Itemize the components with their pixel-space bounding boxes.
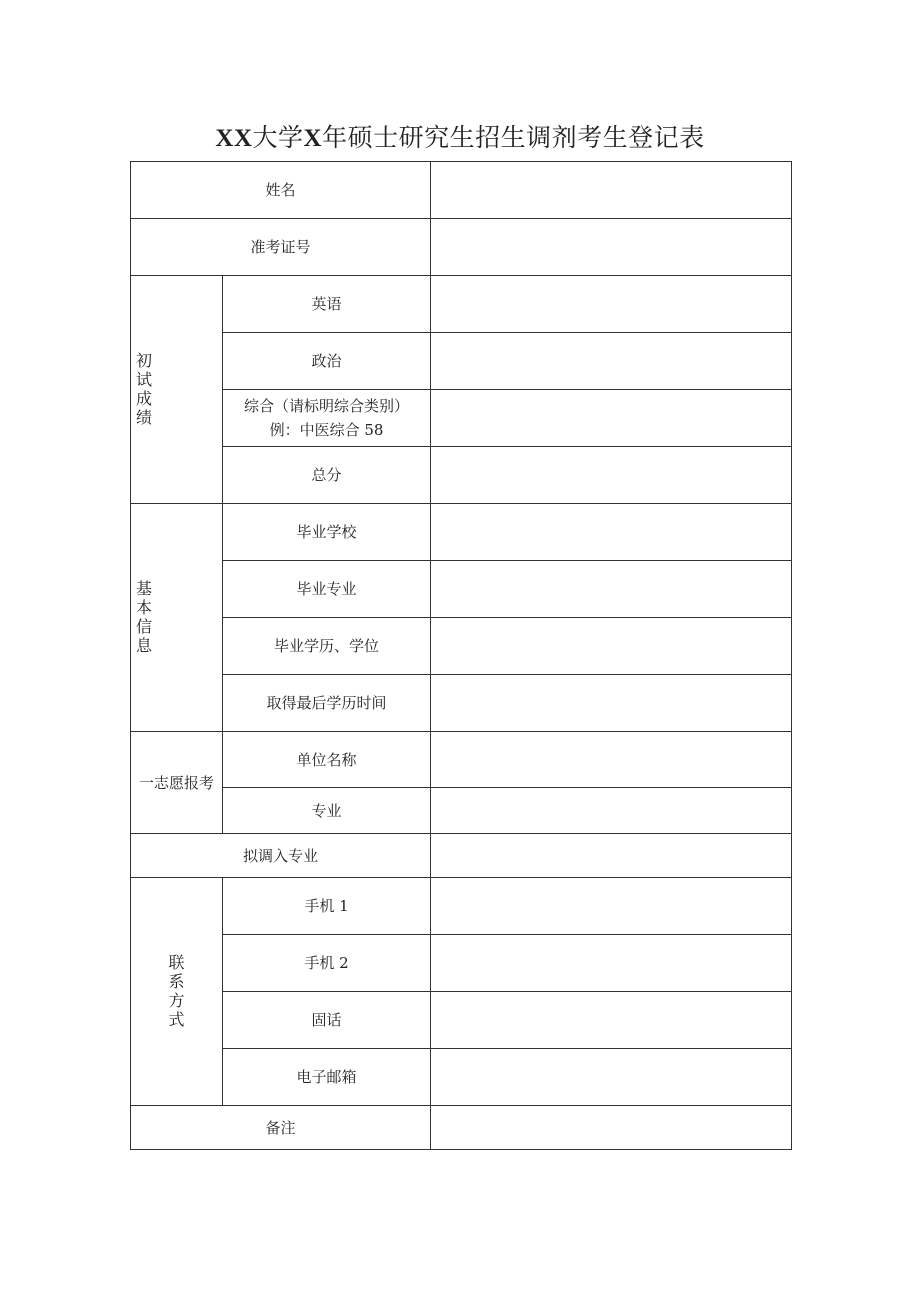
- label-remarks: 备注: [131, 1106, 431, 1150]
- title-part-xx: XX: [215, 125, 253, 152]
- input-mobile1[interactable]: [431, 878, 792, 935]
- row-unit-name: [131, 732, 792, 788]
- input-remarks[interactable]: [431, 1106, 792, 1150]
- input-grad-school[interactable]: [431, 504, 792, 561]
- row-exam-id: [131, 219, 792, 276]
- row-grad-time: [131, 675, 792, 732]
- row-name: [131, 162, 792, 219]
- label-grad-time: 取得最后学历时间: [223, 675, 431, 732]
- row-total: [131, 447, 792, 504]
- row-grad-major: [131, 561, 792, 618]
- row-first-choice-major: [131, 788, 792, 834]
- group-prelim-label: 初试成绩: [135, 350, 152, 427]
- row-mobile1: [131, 878, 792, 935]
- form-title: [0, 118, 920, 154]
- row-comprehensive: [131, 390, 792, 447]
- input-politics[interactable]: [431, 333, 792, 390]
- label-comprehensive: [223, 390, 431, 447]
- label-mobile2: 手机 2: [223, 935, 431, 992]
- input-transfer-major[interactable]: [431, 834, 792, 878]
- group-prelim-scores: [131, 276, 223, 504]
- label-transfer-major: 拟调入专业: [131, 834, 431, 878]
- row-grad-degree: [131, 618, 792, 675]
- row-remarks: [131, 1106, 792, 1150]
- row-landline: [131, 992, 792, 1049]
- row-transfer-major: [131, 834, 792, 878]
- input-mobile2[interactable]: [431, 935, 792, 992]
- label-total: 总分: [223, 447, 431, 504]
- label-name: 姓名: [131, 162, 431, 219]
- input-landline[interactable]: [431, 992, 792, 1049]
- group-first-choice: 一志愿报考: [131, 732, 223, 834]
- row-email: [131, 1049, 792, 1106]
- label-unit-name: 单位名称: [223, 732, 431, 788]
- label-comprehensive-line2: 例：中医综合 58: [269, 421, 384, 439]
- label-grad-major: 毕业专业: [223, 561, 431, 618]
- label-exam-id: 准考证号: [131, 219, 431, 276]
- title-part-university: 大学: [252, 123, 304, 152]
- label-grad-school: 毕业学校: [223, 504, 431, 561]
- label-english: 英语: [223, 276, 431, 333]
- input-exam-id[interactable]: [431, 219, 792, 276]
- registration-form-table: [130, 161, 792, 1150]
- input-total[interactable]: [431, 447, 792, 504]
- title-part-rest: 年硕士研究生招生调剂考生登记表: [322, 123, 705, 152]
- input-grad-major[interactable]: [431, 561, 792, 618]
- row-politics: [131, 333, 792, 390]
- label-politics: 政治: [223, 333, 431, 390]
- input-grad-degree[interactable]: [431, 618, 792, 675]
- input-name[interactable]: [431, 162, 792, 219]
- input-email[interactable]: [431, 1049, 792, 1106]
- input-grad-time[interactable]: [431, 675, 792, 732]
- title-part-x: X: [303, 125, 323, 152]
- label-mobile1: 手机 1: [223, 878, 431, 935]
- row-mobile2: [131, 935, 792, 992]
- input-comprehensive[interactable]: [431, 390, 792, 447]
- row-english: [131, 276, 792, 333]
- group-basic-info: [131, 504, 223, 732]
- label-grad-degree: 毕业学历、学位: [223, 618, 431, 675]
- row-grad-school: [131, 504, 792, 561]
- input-unit-name[interactable]: [431, 732, 792, 788]
- label-comprehensive-line1: 综合（请标明综合类别）: [244, 397, 410, 415]
- group-basic-label: 基本信息: [135, 578, 152, 655]
- group-contact: [131, 878, 223, 1106]
- input-english[interactable]: [431, 276, 792, 333]
- group-contact-label: 联系方式: [168, 952, 185, 1029]
- input-first-choice-major[interactable]: [431, 788, 792, 834]
- label-landline: 固话: [223, 992, 431, 1049]
- label-first-choice-major: 专业: [223, 788, 431, 834]
- label-email: 电子邮箱: [223, 1049, 431, 1106]
